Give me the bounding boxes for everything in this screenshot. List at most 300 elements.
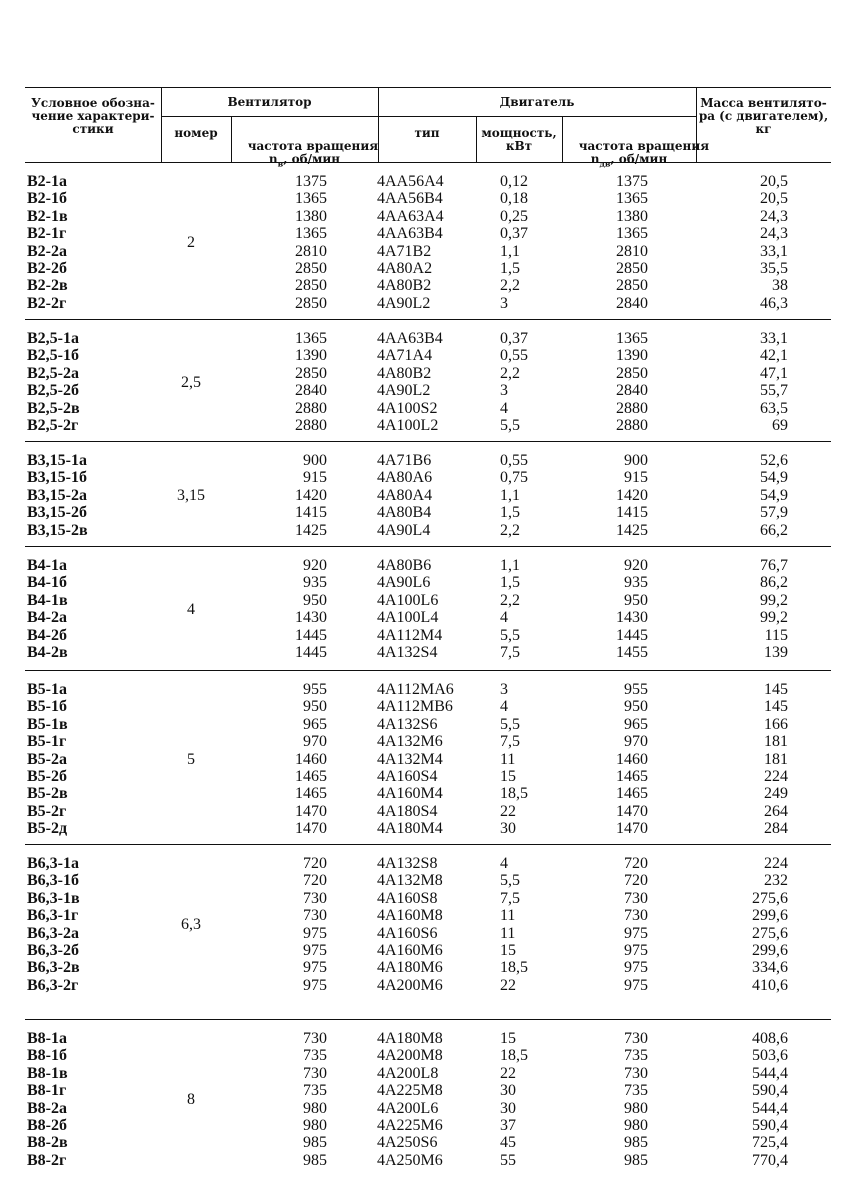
motor-type-cell: 4АА56В4	[377, 190, 443, 208]
motor-speed-cell: 735	[624, 1047, 648, 1065]
mass-cell: 544,4	[752, 1064, 788, 1082]
mass-cell: 66,2	[760, 521, 788, 539]
designation-cell: В4-1а	[27, 557, 67, 574]
fan-speed-cell: 735	[303, 1047, 327, 1065]
motor-speed-cell: 1470	[616, 820, 648, 838]
motor-speed-cell: 1430	[616, 609, 648, 627]
fan-speed-cell: 2850	[295, 260, 327, 277]
table-top-rule	[25, 87, 831, 88]
fan-speed-cell: 900	[303, 452, 327, 469]
designation-cell: В2-1б	[27, 190, 67, 208]
mass-cell: 86,2	[760, 574, 788, 592]
header-mid-rule-fan	[161, 116, 378, 117]
designation-cell: В5-2а	[27, 750, 67, 768]
designation-cell: В3,15-1а	[27, 452, 87, 469]
motor-power-cell: 0,37	[500, 330, 528, 347]
motor-power-cell: 15	[500, 1030, 516, 1047]
header-fan-speed-sub: в	[277, 158, 284, 169]
motor-speed-cell: 950	[624, 698, 648, 716]
mass-cell: 232	[764, 872, 788, 890]
fan-speed-cell: 1470	[295, 802, 327, 820]
motor-type-cell: 4А71В6	[377, 452, 432, 469]
designation-cell: В6,3-1в	[27, 889, 80, 907]
motor-power-cell: 3	[500, 294, 508, 312]
designation-cell: В2-2г	[27, 294, 67, 312]
fan-speed-cell: 1460	[295, 750, 327, 768]
fan-speed-cell: 1470	[295, 820, 327, 838]
motor-speed-cell: 2840	[616, 382, 648, 400]
fan-speed-cell: 2850	[295, 294, 327, 312]
motor-type-cell: 4А200М8	[377, 1047, 443, 1065]
motor-type-cell: 4А71А4	[377, 347, 433, 365]
designation-cell: В4-2в	[27, 644, 68, 661]
fan-speed-cell: 2840	[295, 382, 327, 400]
motor-power-cell: 7,5	[500, 733, 520, 751]
mass-cell: 76,7	[760, 557, 788, 574]
designation-cell: В6,3-1а	[27, 855, 79, 872]
motor-power-cell: 0,37	[500, 225, 528, 243]
motor-type-cell: 4А132S4	[377, 644, 438, 661]
fan-speed-cell: 730	[303, 907, 327, 925]
motor-type-cell: 4А160S4	[377, 768, 438, 785]
designation-cell: В5-2г	[27, 802, 67, 820]
motor-power-cell: 4	[500, 855, 508, 872]
mass-cell: 20,5	[760, 173, 788, 190]
designation-cell: В8-2в	[27, 1134, 68, 1152]
motor-power-cell: 11	[500, 907, 516, 925]
motor-type-cell: 4А200L6	[377, 1099, 439, 1117]
mass-cell: 46,3	[760, 294, 788, 312]
mass-cell: 181	[764, 750, 788, 768]
designation-cell: В5-2в	[27, 785, 68, 803]
motor-type-cell: 4А250S6	[377, 1134, 438, 1152]
group-separator	[25, 546, 831, 547]
motor-type-cell: 4А225М6	[377, 1117, 443, 1134]
mass-cell: 334,6	[752, 959, 788, 977]
fan-speed-cell: 975	[303, 976, 327, 994]
header-fan-speed-label: частота вращения n	[247, 139, 379, 166]
motor-power-cell: 4	[500, 609, 508, 627]
group-separator	[25, 1019, 831, 1020]
motor-type-cell: 4А80В4	[377, 504, 432, 522]
header-designation: Условное обозна- чение характери- стики	[31, 96, 155, 136]
motor-type-cell: 4А112МВ6	[377, 698, 453, 716]
designation-cell: В6,3-2б	[27, 942, 79, 959]
motor-type-cell: 4АА63В4	[377, 330, 443, 347]
motor-speed-cell: 2840	[616, 294, 648, 312]
designation-cell: В2-1а	[27, 173, 67, 190]
header-motor-type: тип	[414, 126, 440, 140]
mass-cell: 99,2	[760, 609, 788, 627]
fan-speed-cell: 980	[303, 1099, 327, 1117]
fan-speed-cell: 915	[303, 469, 327, 487]
mass-cell: 284	[764, 820, 788, 838]
mass-cell: 99,2	[760, 591, 788, 609]
designation-cell: В2,5-2в	[27, 399, 80, 417]
designation-cell: В5-1г	[27, 733, 67, 751]
motor-power-cell: 2,2	[500, 277, 520, 295]
designation-cell: В4-2а	[27, 609, 67, 627]
motor-type-cell: 4А225М8	[377, 1082, 443, 1100]
fan-speed-cell: 935	[303, 574, 327, 592]
motor-speed-cell: 1365	[616, 225, 648, 243]
motor-power-cell: 1,5	[500, 260, 520, 277]
mass-cell: 410,6	[752, 976, 788, 994]
motor-type-cell: 4А80В2	[377, 277, 432, 295]
designation-cell: В4-1б	[27, 574, 67, 592]
motor-power-cell: 11	[500, 750, 516, 768]
motor-speed-cell: 985	[624, 1134, 648, 1152]
motor-speed-cell: 735	[624, 1082, 648, 1100]
motor-power-cell: 2,2	[500, 364, 520, 382]
mass-cell: 20,5	[760, 190, 788, 208]
motor-power-cell: 30	[500, 1099, 516, 1117]
motor-speed-cell: 1380	[616, 207, 648, 225]
designation-cell: В5-1в	[27, 715, 68, 733]
motor-type-cell: 4А80В2	[377, 364, 432, 382]
fan-speed-cell: 1380	[295, 207, 327, 225]
designation-cell: В6,3-2в	[27, 959, 80, 977]
motor-type-cell: 4А180М8	[377, 1030, 443, 1047]
motor-type-cell: 4А100L2	[377, 417, 439, 434]
mass-cell: 770,4	[752, 1151, 788, 1169]
motor-type-cell: 4А100S2	[377, 399, 438, 417]
motor-power-cell: 11	[500, 924, 516, 942]
fan-speed-cell: 920	[303, 557, 327, 574]
fan-speed-cell: 985	[303, 1151, 327, 1169]
fan-speed-cell: 1365	[295, 330, 327, 347]
fan-speed-cell: 985	[303, 1134, 327, 1152]
fan-number-cell: 2	[187, 233, 195, 251]
designation-cell: В8-2г	[27, 1151, 67, 1169]
fan-speed-cell: 735	[303, 1082, 327, 1100]
designation-cell: В8-1в	[27, 1064, 68, 1082]
fan-number-cell: 5	[187, 750, 195, 768]
mass-cell: 224	[764, 768, 788, 785]
header-mass: Масса вентилято- ра (с двигателем), кг	[698, 96, 829, 136]
motor-type-cell: 4А90L6	[377, 574, 431, 592]
fan-speed-cell: 950	[303, 698, 327, 716]
motor-type-cell: 4А80В6	[377, 557, 432, 574]
motor-speed-cell: 950	[624, 591, 648, 609]
motor-speed-cell: 955	[624, 681, 648, 698]
fan-number-cell: 4	[187, 600, 195, 618]
motor-speed-cell: 1465	[616, 768, 648, 785]
motor-power-cell: 55	[500, 1151, 516, 1169]
motor-type-cell: 4А160М8	[377, 907, 443, 925]
designation-cell: В4-1в	[27, 591, 68, 609]
header-mid-rule-motor	[378, 116, 696, 117]
motor-type-cell: 4А180М6	[377, 959, 443, 977]
designation-cell: В2-2б	[27, 260, 67, 277]
mass-cell: 299,6	[752, 942, 788, 959]
motor-power-cell: 4	[500, 698, 508, 716]
designation-cell: В4-2б	[27, 626, 67, 644]
mass-cell: 24,3	[760, 207, 788, 225]
fan-speed-cell: 975	[303, 942, 327, 959]
designation-cell: В6,3-1г	[27, 907, 79, 925]
motor-speed-cell: 1445	[616, 626, 648, 644]
motor-speed-cell: 720	[624, 855, 648, 872]
motor-speed-cell: 2850	[616, 364, 648, 382]
mass-cell: 166	[764, 715, 788, 733]
mass-cell: 224	[764, 855, 788, 872]
motor-type-cell: 4АА63А4	[377, 207, 444, 225]
mass-cell: 408,6	[752, 1030, 788, 1047]
designation-cell: В8-1г	[27, 1082, 67, 1100]
motor-speed-cell: 975	[624, 924, 648, 942]
designation-cell: В2,5-1б	[27, 347, 79, 365]
motor-power-cell: 5,5	[500, 715, 520, 733]
motor-type-cell: 4АА56А4	[377, 173, 444, 190]
group-separator	[25, 441, 831, 442]
motor-power-cell: 18,5	[500, 785, 528, 803]
designation-cell: В8-1б	[27, 1047, 67, 1065]
group-separator	[25, 670, 831, 671]
mass-cell: 249	[764, 785, 788, 803]
mass-cell: 145	[764, 698, 788, 716]
motor-type-cell: 4А100L6	[377, 591, 439, 609]
motor-type-cell: 4А180М4	[377, 820, 443, 838]
mass-cell: 47,1	[760, 364, 788, 382]
mass-cell: 590,4	[752, 1082, 788, 1100]
motor-power-cell: 30	[500, 1082, 516, 1100]
fan-speed-cell: 1375	[295, 173, 327, 190]
motor-speed-cell: 1365	[616, 330, 648, 347]
motor-type-cell: 4А160S8	[377, 889, 438, 907]
designation-cell: В3,15-2в	[27, 521, 88, 539]
motor-power-cell: 30	[500, 820, 516, 838]
motor-power-cell: 5,5	[500, 626, 520, 644]
header-fan-number: номер	[174, 126, 218, 140]
motor-type-cell: 4А132S6	[377, 715, 438, 733]
header-bottom-rule	[25, 162, 831, 163]
fan-speed-cell: 1365	[295, 190, 327, 208]
motor-speed-cell: 1425	[616, 521, 648, 539]
fan-speed-cell: 975	[303, 924, 327, 942]
mass-cell: 145	[764, 681, 788, 698]
mass-cell: 275,6	[752, 924, 788, 942]
header-motor: Двигатель	[499, 95, 575, 109]
fan-speed-cell: 980	[303, 1117, 327, 1134]
motor-type-cell: 4А71В2	[377, 242, 432, 260]
motor-power-cell: 1,1	[500, 557, 520, 574]
motor-type-cell: 4А250М6	[377, 1151, 443, 1169]
designation-cell: В2-2а	[27, 242, 67, 260]
motor-speed-cell: 915	[624, 469, 648, 487]
motor-power-cell: 7,5	[500, 889, 520, 907]
mass-cell: 139	[764, 644, 788, 661]
motor-type-cell: 4А80А4	[377, 486, 433, 504]
motor-speed-cell: 2850	[616, 260, 648, 277]
designation-cell: В3,15-2б	[27, 504, 87, 522]
designation-cell: В2-1г	[27, 225, 67, 243]
group-separator	[25, 319, 831, 320]
mass-cell: 55,7	[760, 382, 788, 400]
motor-power-cell: 4	[500, 399, 508, 417]
motor-speed-cell: 1455	[616, 644, 648, 661]
motor-speed-cell: 730	[624, 889, 648, 907]
fan-number-cell: 8	[187, 1090, 195, 1108]
motor-type-cell: 4А90L2	[377, 294, 431, 312]
motor-power-cell: 18,5	[500, 1047, 528, 1065]
motor-type-cell: 4А80А6	[377, 469, 433, 487]
motor-type-cell: 4А112МА6	[377, 681, 454, 698]
motor-type-cell: 4А112М4	[377, 626, 443, 644]
designation-cell: В3,15-1б	[27, 469, 87, 487]
mass-cell: 33,1	[760, 242, 788, 260]
mass-cell: 69	[772, 417, 788, 434]
mass-cell: 54,9	[760, 469, 788, 487]
mass-cell: 181	[764, 733, 788, 751]
motor-type-cell: 4А132S8	[377, 855, 438, 872]
fan-speed-cell: 1465	[295, 785, 327, 803]
fan-speed-cell: 1445	[295, 626, 327, 644]
designation-cell: В2,5-2г	[27, 417, 79, 434]
motor-power-cell: 1,5	[500, 574, 520, 592]
mass-cell: 52,6	[760, 452, 788, 469]
motor-speed-cell: 730	[624, 1064, 648, 1082]
motor-speed-cell: 965	[624, 715, 648, 733]
mass-cell: 57,9	[760, 504, 788, 522]
designation-cell: В5-1б	[27, 698, 67, 716]
motor-speed-cell: 2880	[616, 399, 648, 417]
motor-speed-cell: 1460	[616, 750, 648, 768]
motor-speed-cell: 1465	[616, 785, 648, 803]
motor-power-cell: 1,5	[500, 504, 520, 522]
motor-power-cell: 22	[500, 1064, 516, 1082]
motor-speed-cell: 920	[624, 557, 648, 574]
motor-speed-cell: 975	[624, 976, 648, 994]
motor-power-cell: 15	[500, 942, 516, 959]
fan-number-cell: 3,15	[177, 486, 205, 504]
motor-type-cell: 4А160М4	[377, 785, 443, 803]
fan-speed-cell: 1420	[295, 486, 327, 504]
fan-speed-cell: 1445	[295, 644, 327, 661]
motor-speed-cell: 1390	[616, 347, 648, 365]
mass-cell: 63,5	[760, 399, 788, 417]
designation-cell: В2,5-2а	[27, 364, 79, 382]
fan-speed-cell: 730	[303, 889, 327, 907]
fan-speed-cell: 720	[303, 872, 327, 890]
mass-cell: 725,4	[752, 1134, 788, 1152]
motor-speed-cell: 980	[624, 1099, 648, 1117]
fan-speed-cell: 1415	[295, 504, 327, 522]
fan-speed-cell: 975	[303, 959, 327, 977]
mass-cell: 544,4	[752, 1099, 788, 1117]
motor-power-cell: 5,5	[500, 872, 520, 890]
mass-cell: 264	[764, 802, 788, 820]
motor-power-cell: 0,18	[500, 190, 528, 208]
fan-speed-cell: 965	[303, 715, 327, 733]
designation-cell: В8-2б	[27, 1117, 67, 1134]
motor-power-cell: 0,55	[500, 452, 528, 469]
motor-type-cell: 4А200L8	[377, 1064, 439, 1082]
motor-type-cell: 4А180S4	[377, 802, 438, 820]
motor-type-cell: 4А132М4	[377, 750, 443, 768]
motor-type-cell: 4А160М6	[377, 942, 443, 959]
mass-cell: 38	[772, 277, 788, 295]
motor-power-cell: 2,2	[500, 591, 520, 609]
motor-speed-cell: 720	[624, 872, 648, 890]
header-motor-speed-label: частота вращения n	[578, 139, 710, 166]
fan-speed-cell: 1390	[295, 347, 327, 365]
motor-speed-cell: 1365	[616, 190, 648, 208]
motor-power-cell: 0,55	[500, 347, 528, 365]
motor-type-cell: 4А90L2	[377, 382, 431, 400]
motor-power-cell: 3	[500, 681, 508, 698]
motor-speed-cell: 1420	[616, 486, 648, 504]
fan-speed-cell: 730	[303, 1030, 327, 1047]
mass-cell: 33,1	[760, 330, 788, 347]
designation-cell: В8-2а	[27, 1099, 67, 1117]
fan-speed-cell: 730	[303, 1064, 327, 1082]
motor-type-cell: 4А160S6	[377, 924, 438, 942]
designation-cell: В6,3-2а	[27, 924, 79, 942]
mass-cell: 35,5	[760, 260, 788, 277]
motor-speed-cell: 975	[624, 942, 648, 959]
motor-speed-cell: 900	[624, 452, 648, 469]
fan-speed-cell: 2880	[295, 399, 327, 417]
designation-cell: В5-1а	[27, 681, 67, 698]
motor-power-cell: 0,12	[500, 173, 528, 190]
motor-power-cell: 15	[500, 768, 516, 785]
motor-power-cell: 3	[500, 382, 508, 400]
mass-cell: 115	[764, 626, 788, 644]
motor-power-cell: 18,5	[500, 959, 528, 977]
motor-power-cell: 1,1	[500, 486, 520, 504]
motor-power-cell: 2,2	[500, 521, 520, 539]
mass-cell: 503,6	[752, 1047, 788, 1065]
motor-power-cell: 7,5	[500, 644, 520, 661]
motor-speed-cell: 980	[624, 1117, 648, 1134]
header-motor-speed-sub: дв	[599, 158, 611, 169]
motor-speed-cell: 985	[624, 1151, 648, 1169]
header-motor-speed-unit: , об/мин	[610, 152, 668, 166]
motor-speed-cell: 970	[624, 733, 648, 751]
mass-cell: 54,9	[760, 486, 788, 504]
motor-power-cell: 5,5	[500, 417, 520, 434]
designation-cell: В6,3-2г	[27, 976, 79, 994]
motor-type-cell: 4А132М6	[377, 733, 443, 751]
fan-speed-cell: 1465	[295, 768, 327, 785]
designation-cell: В2-2в	[27, 277, 68, 295]
mass-cell: 24,3	[760, 225, 788, 243]
fan-speed-cell: 1365	[295, 225, 327, 243]
motor-power-cell: 22	[500, 802, 516, 820]
header-motor-power: мощность, кВт	[481, 126, 557, 153]
motor-speed-cell: 2880	[616, 417, 648, 434]
mass-cell: 42,1	[760, 347, 788, 365]
fan-speed-cell: 2850	[295, 364, 327, 382]
motor-speed-cell: 1470	[616, 802, 648, 820]
designation-cell: В8-1а	[27, 1030, 67, 1047]
motor-speed-cell: 1375	[616, 173, 648, 190]
motor-power-cell: 0,75	[500, 469, 528, 487]
motor-type-cell: 4А90L4	[377, 521, 431, 539]
motor-speed-cell: 2810	[616, 242, 648, 260]
motor-type-cell: 4А100L4	[377, 609, 439, 627]
fan-speed-cell: 950	[303, 591, 327, 609]
motor-power-cell: 1,1	[500, 242, 520, 260]
designation-cell: В2-1в	[27, 207, 68, 225]
fan-number-cell: 2,5	[181, 373, 201, 391]
motor-speed-cell: 2850	[616, 277, 648, 295]
fan-speed-cell: 1425	[295, 521, 327, 539]
motor-power-cell: 37	[500, 1117, 516, 1134]
motor-type-cell: 4А200М6	[377, 976, 443, 994]
designation-cell: В2,5-1а	[27, 330, 79, 347]
